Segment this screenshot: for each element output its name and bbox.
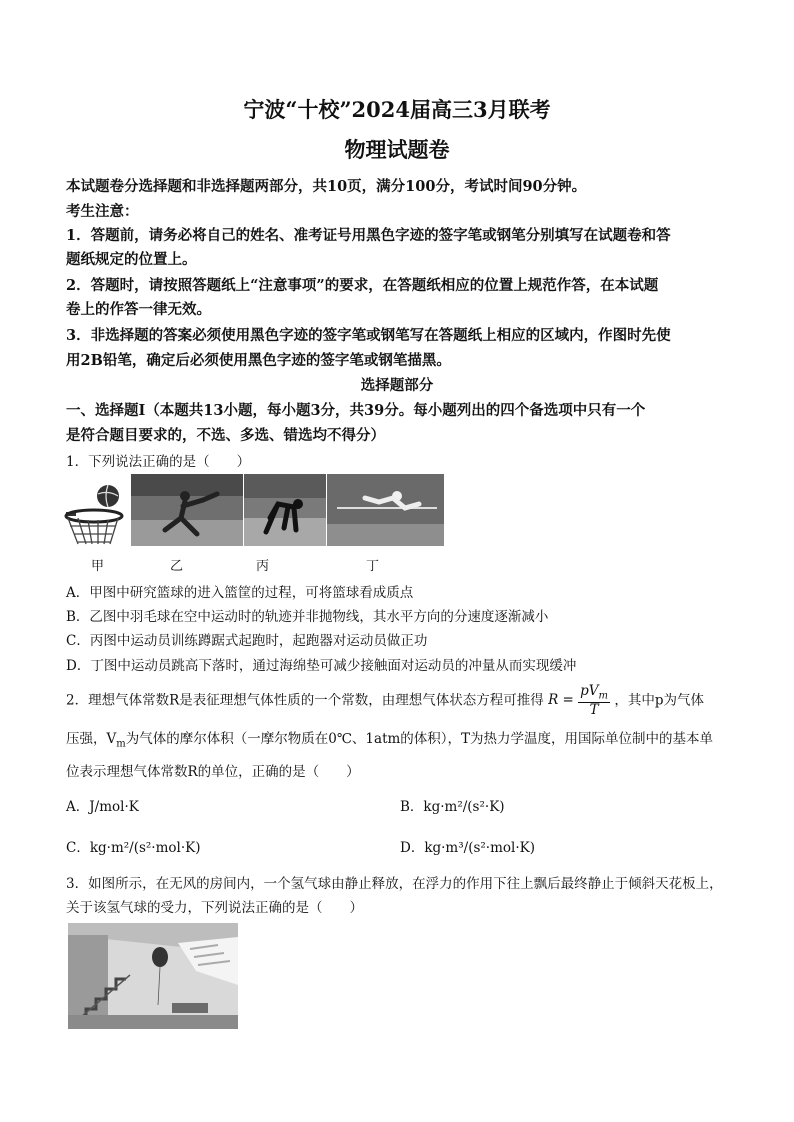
q3-stem: 关于该氢气球的受力，下列说法正确的是（ ） (66, 900, 363, 916)
notice-line: 1．答题前，请务必将自己的姓名、准考证号用黑色字迹的签字笔或钢笔分别填写在试题卷和答 (66, 227, 671, 244)
exam-title: 宁波“十校”2024届高三3月联考 (243, 97, 551, 122)
q1-option-d: D．丁图中运动员跳高下落时，通过海绵垫可减少接触面对运动员的冲量从而实现缓冲 (66, 658, 577, 674)
high-jump-image (327, 474, 444, 546)
q2-line2: 压强，$V_m$为气体的摩尔体积（一摩尔物质在0℃、1atm的体积），T为热力学温度，用国际单位制中的基本单 (66, 731, 714, 750)
notice-heading: 考生注意： (66, 203, 139, 220)
q2-option-a: A．J/mol·K (66, 799, 139, 815)
exam-subtitle: 物理试题卷 (344, 137, 450, 162)
part1-instructions: 一、选择题Ⅰ（本题共13小题，每小题3分，共39分。每小题列出的四个备选项中只有一个 (66, 402, 646, 419)
q2-option-c: C．kg·m²/(s²·mol·K) (66, 840, 201, 856)
badminton-player-image (131, 474, 243, 546)
q1-option-b: B．乙图中羽毛球在空中运动时的轨迹并非抛物线，其水平方向的分速度逐渐减小 (66, 609, 549, 625)
q2-stem-text: ，其中p为气体 (614, 692, 704, 709)
q2-option-d: D．kg·m³/(s²·mol·K) (400, 840, 535, 856)
notice-line: 用2B铅笔，确定后必须使用黑色字迹的签字笔或钢笔描黑。 (66, 352, 451, 369)
sprint-start-image (244, 474, 326, 546)
q2-option-b: B．kg·m²/(s²·K) (400, 799, 505, 815)
q1-stem: 1．下列说法正确的是（ ） (66, 454, 251, 470)
image-label-jia: 甲 (91, 559, 105, 574)
notice-line: 题纸规定的位置上。 (66, 251, 197, 268)
q2-stem (66, 684, 704, 718)
notice-line: 3．非选择题的答案必须使用黑色字迹的签字笔或钢笔写在答题纸上相应的区域内，作图时先使 (66, 327, 671, 344)
section-title: 选择题部分 (360, 377, 434, 394)
intro-text: 本试题卷分选择题和非选择题两部分，共10页，满分100分，考试时间90分钟。 (66, 178, 587, 195)
part1-instructions: 是符合题目要求的，不选、多选、错选均不得分） (66, 427, 385, 444)
q1-option-a: A．甲图中研究篮球的进入篮筐的过程，可将篮球看成质点 (66, 585, 414, 601)
image-label-ding: 丁 (366, 559, 380, 574)
notice-line: 2．答题时，请按照答题纸上“注意事项”的要求，在答题纸相应的位置上规范作答，在本试题 (66, 277, 659, 294)
q3-stem: 3．如图所示，在无风的房间内，一个氢气球由静止释放，在浮力的作用下往上飘后最终静止于倾斜天花板上， (66, 876, 723, 892)
q2-stem-text: 2．理想气体常数R是表征理想气体性质的一个常数，由理想气体状态方程可推得 (66, 692, 544, 709)
image-label-bing: 丙 (256, 559, 270, 574)
basketball-hoop-image (64, 474, 130, 546)
q2-fraction: $\frac{pV_m}{T}$ (580, 683, 609, 718)
notice-line: 卷上的作答一律无效。 (66, 301, 211, 318)
image-label-yi: 乙 (170, 559, 184, 574)
room-balloon-image (68, 923, 238, 1029)
q2-line3: 位表示理想气体常数R的单位，正确的是（ ） (66, 764, 360, 780)
q1-option-c: C．丙图中运动员训练蹲踞式起跑时，起跑器对运动员做正功 (66, 633, 428, 649)
q2-formula: R = $\frac{pV_m}{T}$ (548, 683, 609, 718)
